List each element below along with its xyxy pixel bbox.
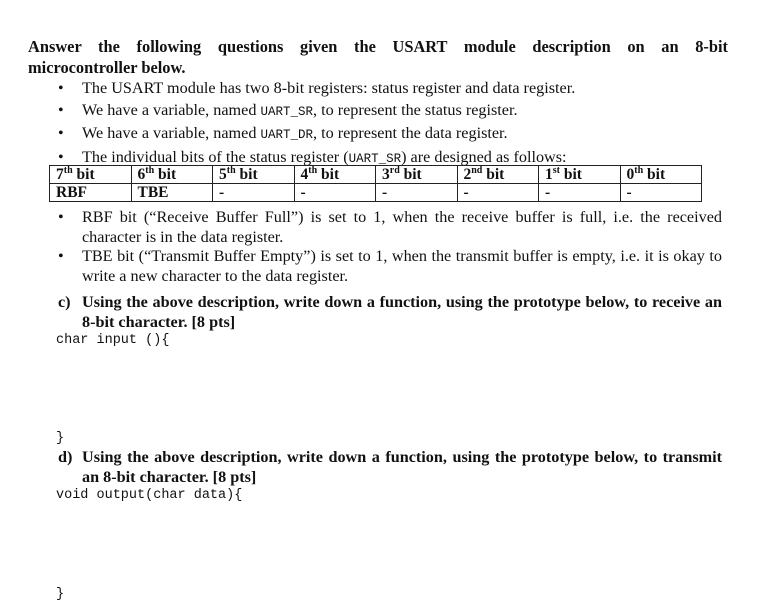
code-prototype-output: void output(char data){ bbox=[56, 488, 243, 503]
register-description-list bbox=[58, 78, 728, 170]
bit-value: - bbox=[539, 184, 621, 202]
intro-line-1: Answer the following questions given the USART module description on an 8-bit bbox=[28, 37, 728, 56]
list-item: • We have a variable, named UART_SR, to represent the status register. bbox=[58, 100, 728, 124]
question-c bbox=[58, 292, 722, 332]
status-register-bit-table bbox=[49, 165, 702, 202]
bit-value: - bbox=[620, 184, 702, 202]
question-text: Using the above description, write down a function, using the prototype below, to transmit an 8-bit character. [8 pts] bbox=[82, 448, 722, 486]
bit-value: TBE bbox=[131, 184, 213, 202]
list-item: • RBF bit (“Receive Buffer Full”) is set to 1, when the receive buffer is full, i.e. the received character is in the data register. bbox=[58, 208, 722, 247]
bit-header: 7th bit bbox=[50, 166, 132, 184]
code-closing-brace: } bbox=[56, 587, 65, 602]
bit-header: 4th bit bbox=[294, 166, 376, 184]
question-label: d) bbox=[58, 448, 73, 466]
table-row bbox=[50, 184, 702, 202]
bit-header: 2nd bit bbox=[457, 166, 539, 184]
intro-line-2: microcontroller below. bbox=[28, 58, 186, 77]
bit-value: - bbox=[213, 184, 295, 202]
question-label: c) bbox=[58, 293, 71, 311]
bit-header: 0th bit bbox=[620, 166, 702, 184]
intro-instructions bbox=[28, 36, 728, 78]
bit-value: - bbox=[294, 184, 376, 202]
code-prototype-input: char input (){ bbox=[56, 333, 170, 348]
table-row bbox=[50, 166, 702, 184]
bit-header: 5th bit bbox=[213, 166, 295, 184]
bit-value: RBF bbox=[50, 184, 132, 202]
bit-value: - bbox=[376, 184, 458, 202]
bit-header: 1st bit bbox=[539, 166, 621, 184]
question-text: Using the above description, write down a function, using the prototype below, to receive an 8-bit character. [8 pts] bbox=[82, 293, 722, 331]
list-item: • TBE bit (“Transmit Buffer Empty”) is set to 1, when the transmit buffer is empty, i.e. it is okay to write a new character to the data register. bbox=[58, 247, 722, 286]
variable-name: UART_SR bbox=[260, 104, 313, 119]
variable-name: UART_SR bbox=[348, 151, 402, 166]
bit-value: - bbox=[457, 184, 539, 202]
code-closing-brace: } bbox=[56, 431, 65, 446]
bit-header: 3rd bit bbox=[376, 166, 458, 184]
question-d bbox=[58, 447, 722, 487]
bit-header: 6th bit bbox=[131, 166, 213, 184]
bit-notes-list bbox=[58, 208, 722, 286]
variable-name: UART_DR bbox=[260, 128, 313, 142]
list-item: • We have a variable, named UART_DR, to represent the data register. bbox=[58, 123, 728, 147]
list-item: • The individual bits of the status register (UART_SR) are designed as follows: bbox=[58, 147, 728, 171]
list-item: • The USART module has two 8-bit registers: status register and data register. bbox=[58, 78, 728, 100]
